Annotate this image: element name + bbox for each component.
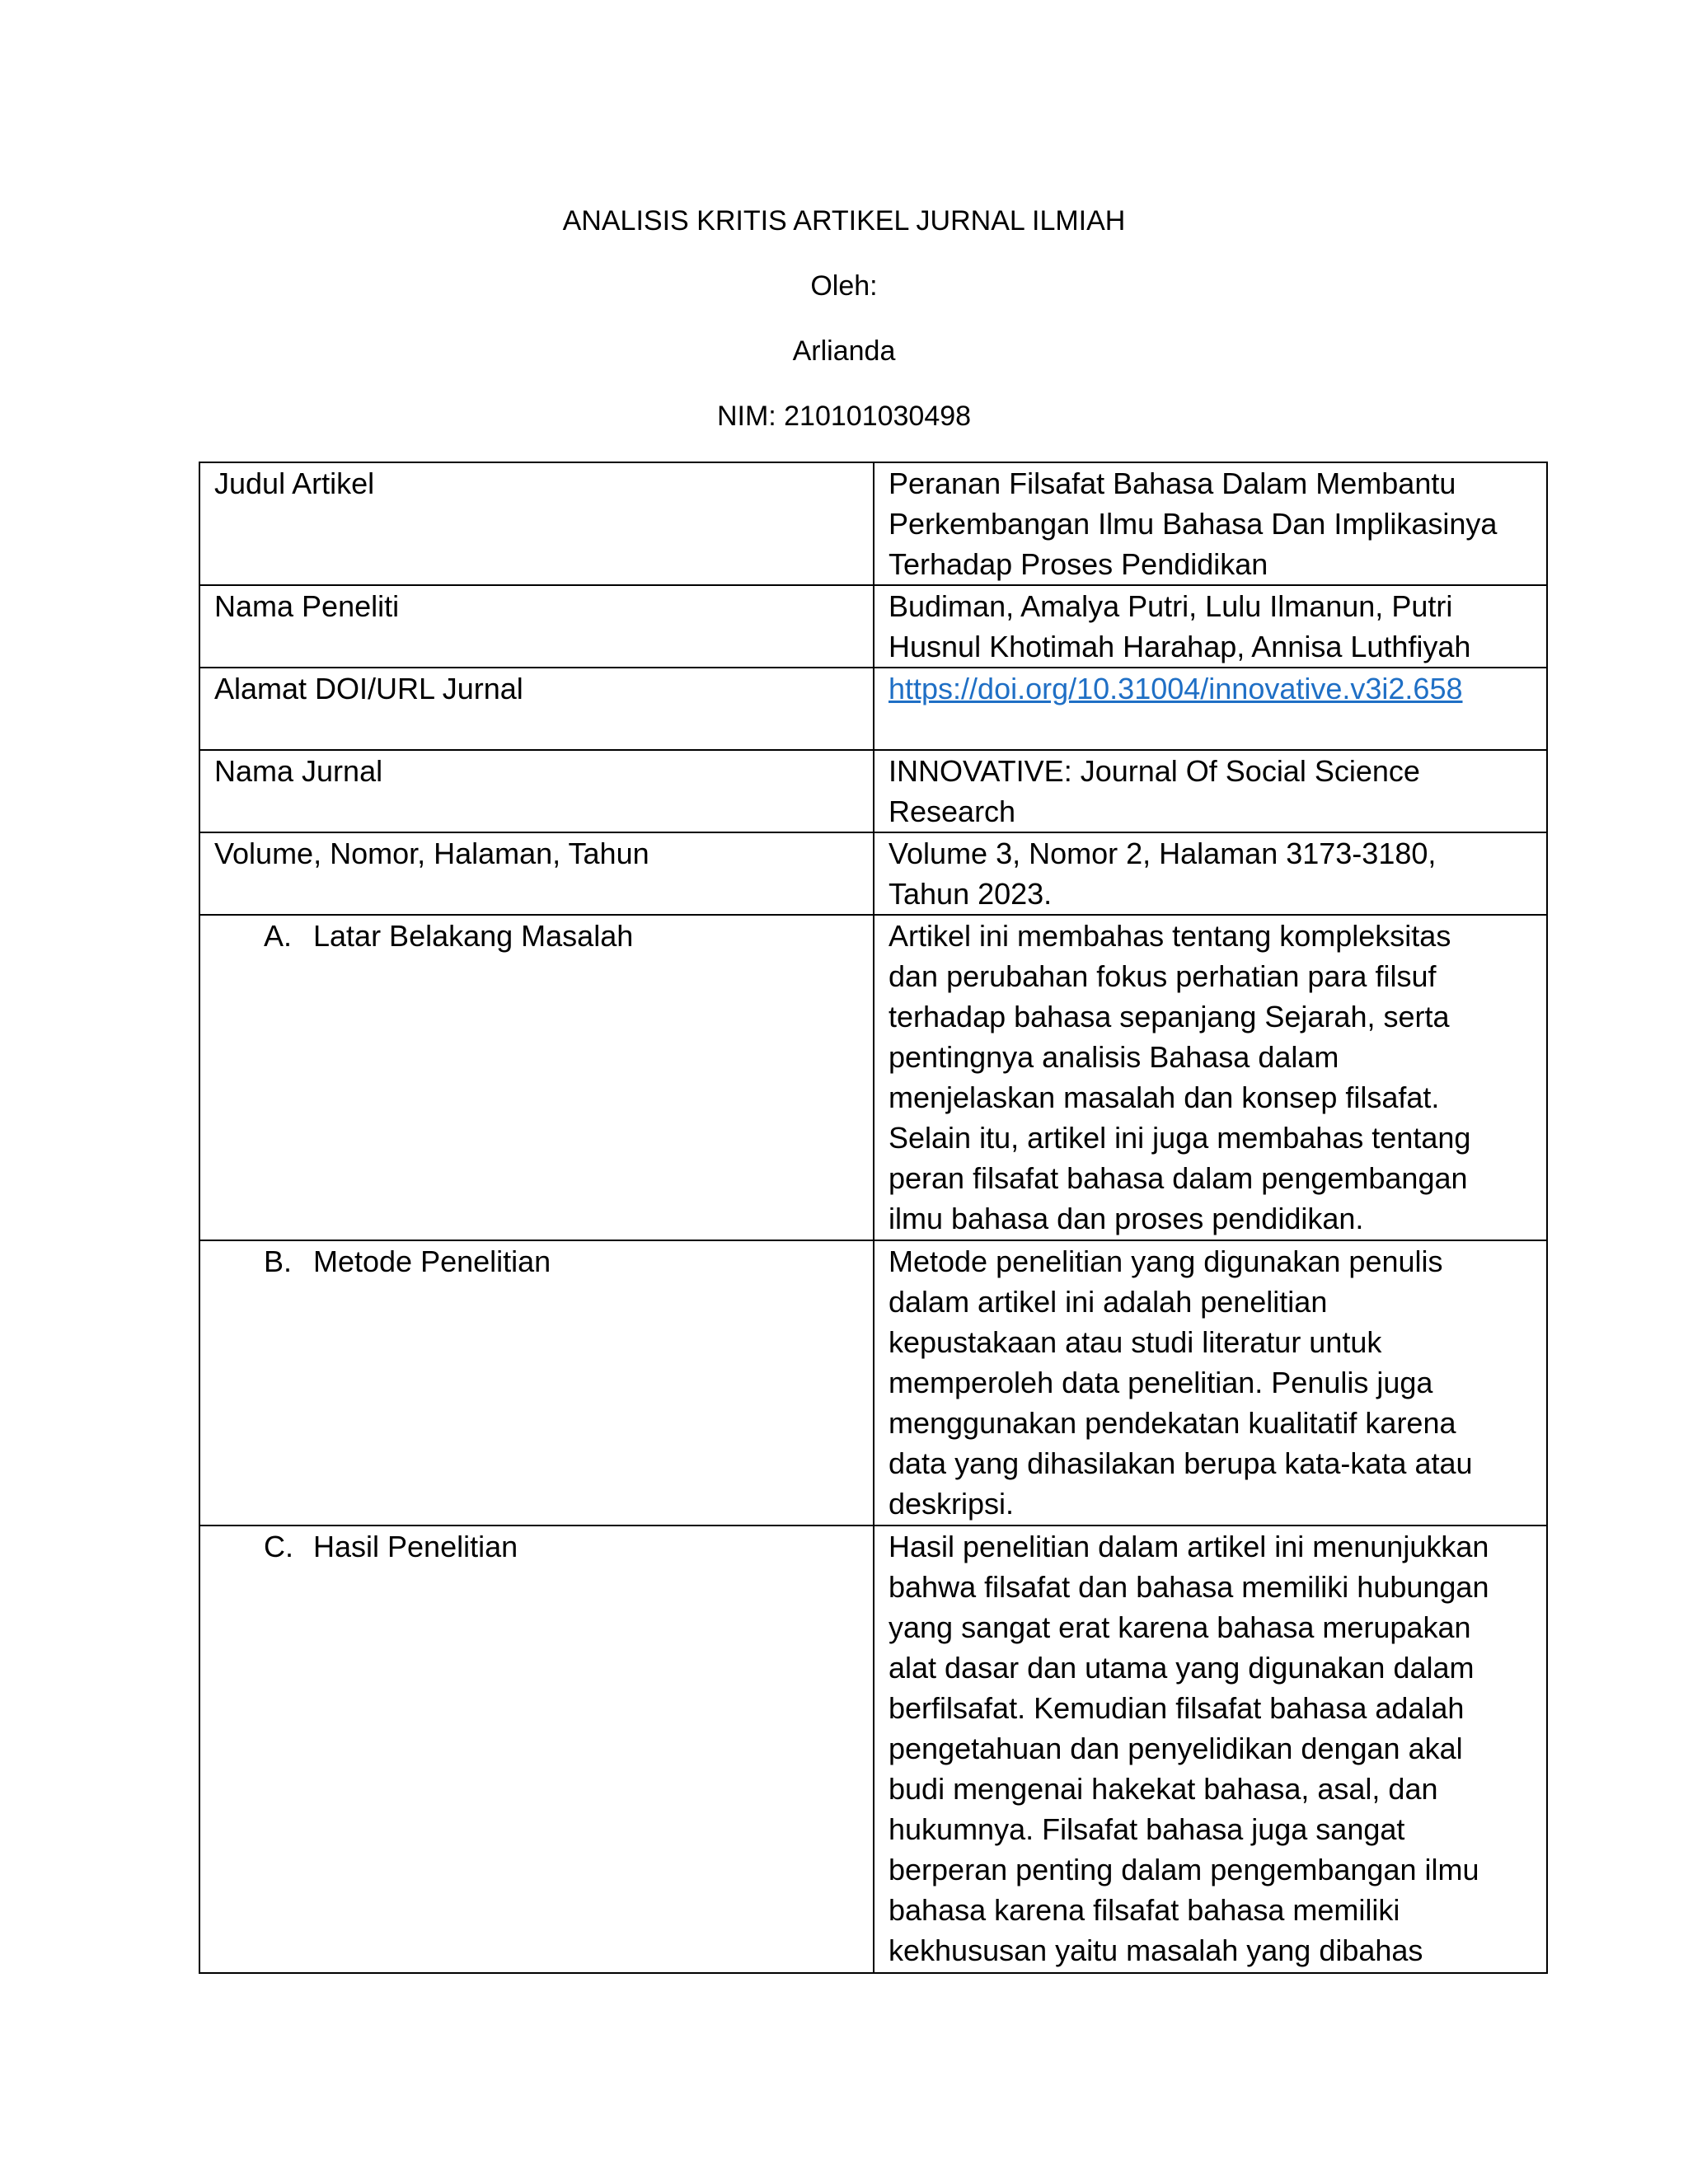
row-label: Nama Jurnal [214, 754, 383, 788]
row-value-cell [874, 462, 1547, 585]
row-value-cell [874, 1526, 1547, 1973]
row-label: Judul Artikel [214, 466, 375, 500]
row-label: Nama Peneliti [214, 589, 400, 623]
researchers-value: Budiman, Amalya Putri, Lulu Ilmanun, Putri Husnul Khotimah Harahap, Annisa Luthfiyah [889, 589, 1471, 663]
author-name: Arlianda [792, 335, 896, 367]
table-row-nama-jurnal [199, 750, 1547, 832]
section-letter: A. [264, 919, 293, 953]
row-label: Volume, Nomor, Halaman, Tahun [214, 837, 649, 870]
row-label-cell [199, 585, 874, 668]
row-label-cell [199, 1526, 874, 1973]
table-row-nama-peneliti [199, 585, 1547, 668]
by-label: Oleh: [810, 270, 878, 302]
section-title: Hasil Penelitian [313, 1530, 518, 1563]
row-value-cell [874, 832, 1547, 915]
section-label [214, 916, 861, 956]
table-row-volume [199, 832, 1547, 915]
section-label [214, 1241, 861, 1282]
section-title: Metode Penelitian [313, 1244, 551, 1278]
results-value: Hasil penelitian dalam artikel ini menunjukkan bahwa filsafat dan bahasa memiliki hubungan yang sangat erat karena bahasa merupakan alat dasar dan utama yang digunakan dalam berfilsafat. Kemudian filsafat bahasa adalah pengetahuan dan penyelidikan dengan akal budi mengenai hakekat bahasa, asal, dan hukumnya. Filsafat bahasa juga sangat berperan penting dalam pengembangan ilmu bahasa karena filsafat bahasa memiliki kekhususan yaitu masalah yang dibahas [889, 1530, 1489, 1967]
table-row-judul-artikel [199, 462, 1547, 585]
row-label-cell [199, 1240, 874, 1526]
row-label-cell [199, 668, 874, 750]
row-value-cell [874, 668, 1547, 750]
row-label: Alamat DOI/URL Jurnal [214, 672, 523, 705]
student-id: NIM: 210101030498 [716, 401, 972, 432]
table-row-metode [199, 1240, 1547, 1526]
volume-value: Volume 3, Nomor 2, Halaman 3173-3180, Tahun 2023. [889, 837, 1437, 911]
section-letter: B. [264, 1244, 293, 1278]
section-letter: C. [264, 1530, 293, 1563]
journal-name-value: INNOVATIVE: Journal Of Social Science Research [889, 754, 1420, 828]
row-value-cell [874, 585, 1547, 668]
row-label-cell [199, 750, 874, 832]
table-row-doi-url [199, 668, 1547, 750]
table-row-latar-belakang [199, 915, 1547, 1240]
section-label [214, 1526, 861, 1567]
row-label-cell [199, 832, 874, 915]
row-value-cell [874, 915, 1547, 1240]
row-label-cell [199, 915, 874, 1240]
background-value: Artikel ini membahas tentang kompleksitas dan perubahan fokus perhatian para filsuf terhadap bahasa sepanjang Sejarah, serta pentingnya analisis Bahasa dalam menjelaskan masalah dan konsep filsafat. Selain itu, artikel ini juga membahas tentang peran filsafat bahasa dalam pengembangan ilmu bahasa dan proses pendidikan. [889, 919, 1471, 1235]
section-title: Latar Belakang Masalah [313, 919, 634, 953]
row-value-cell [874, 750, 1547, 832]
article-title-value: Peranan Filsafat Bahasa Dalam Membantu Perkembangan Ilmu Bahasa Dan Implikasinya Terhadap Proses Pendidikan [889, 466, 1498, 581]
document-title: ANALISIS KRITIS ARTIKEL JURNAL ILMIAH [562, 205, 1126, 237]
doi-link[interactable]: https://doi.org/10.31004/innovative.v3i2.658 [889, 672, 1463, 705]
analysis-table [199, 462, 1548, 1974]
table-row-hasil [199, 1526, 1547, 1973]
row-value-cell [874, 1240, 1547, 1526]
method-value: Metode penelitian yang digunakan penulis dalam artikel ini adalah penelitian kepustakaan atau studi literatur untuk memperoleh data penelitian. Penulis juga menggunakan pendekatan kualitatif karena data yang dihasilakan berupa kata-kata atau deskripsi. [889, 1244, 1473, 1521]
row-label-cell [199, 462, 874, 585]
